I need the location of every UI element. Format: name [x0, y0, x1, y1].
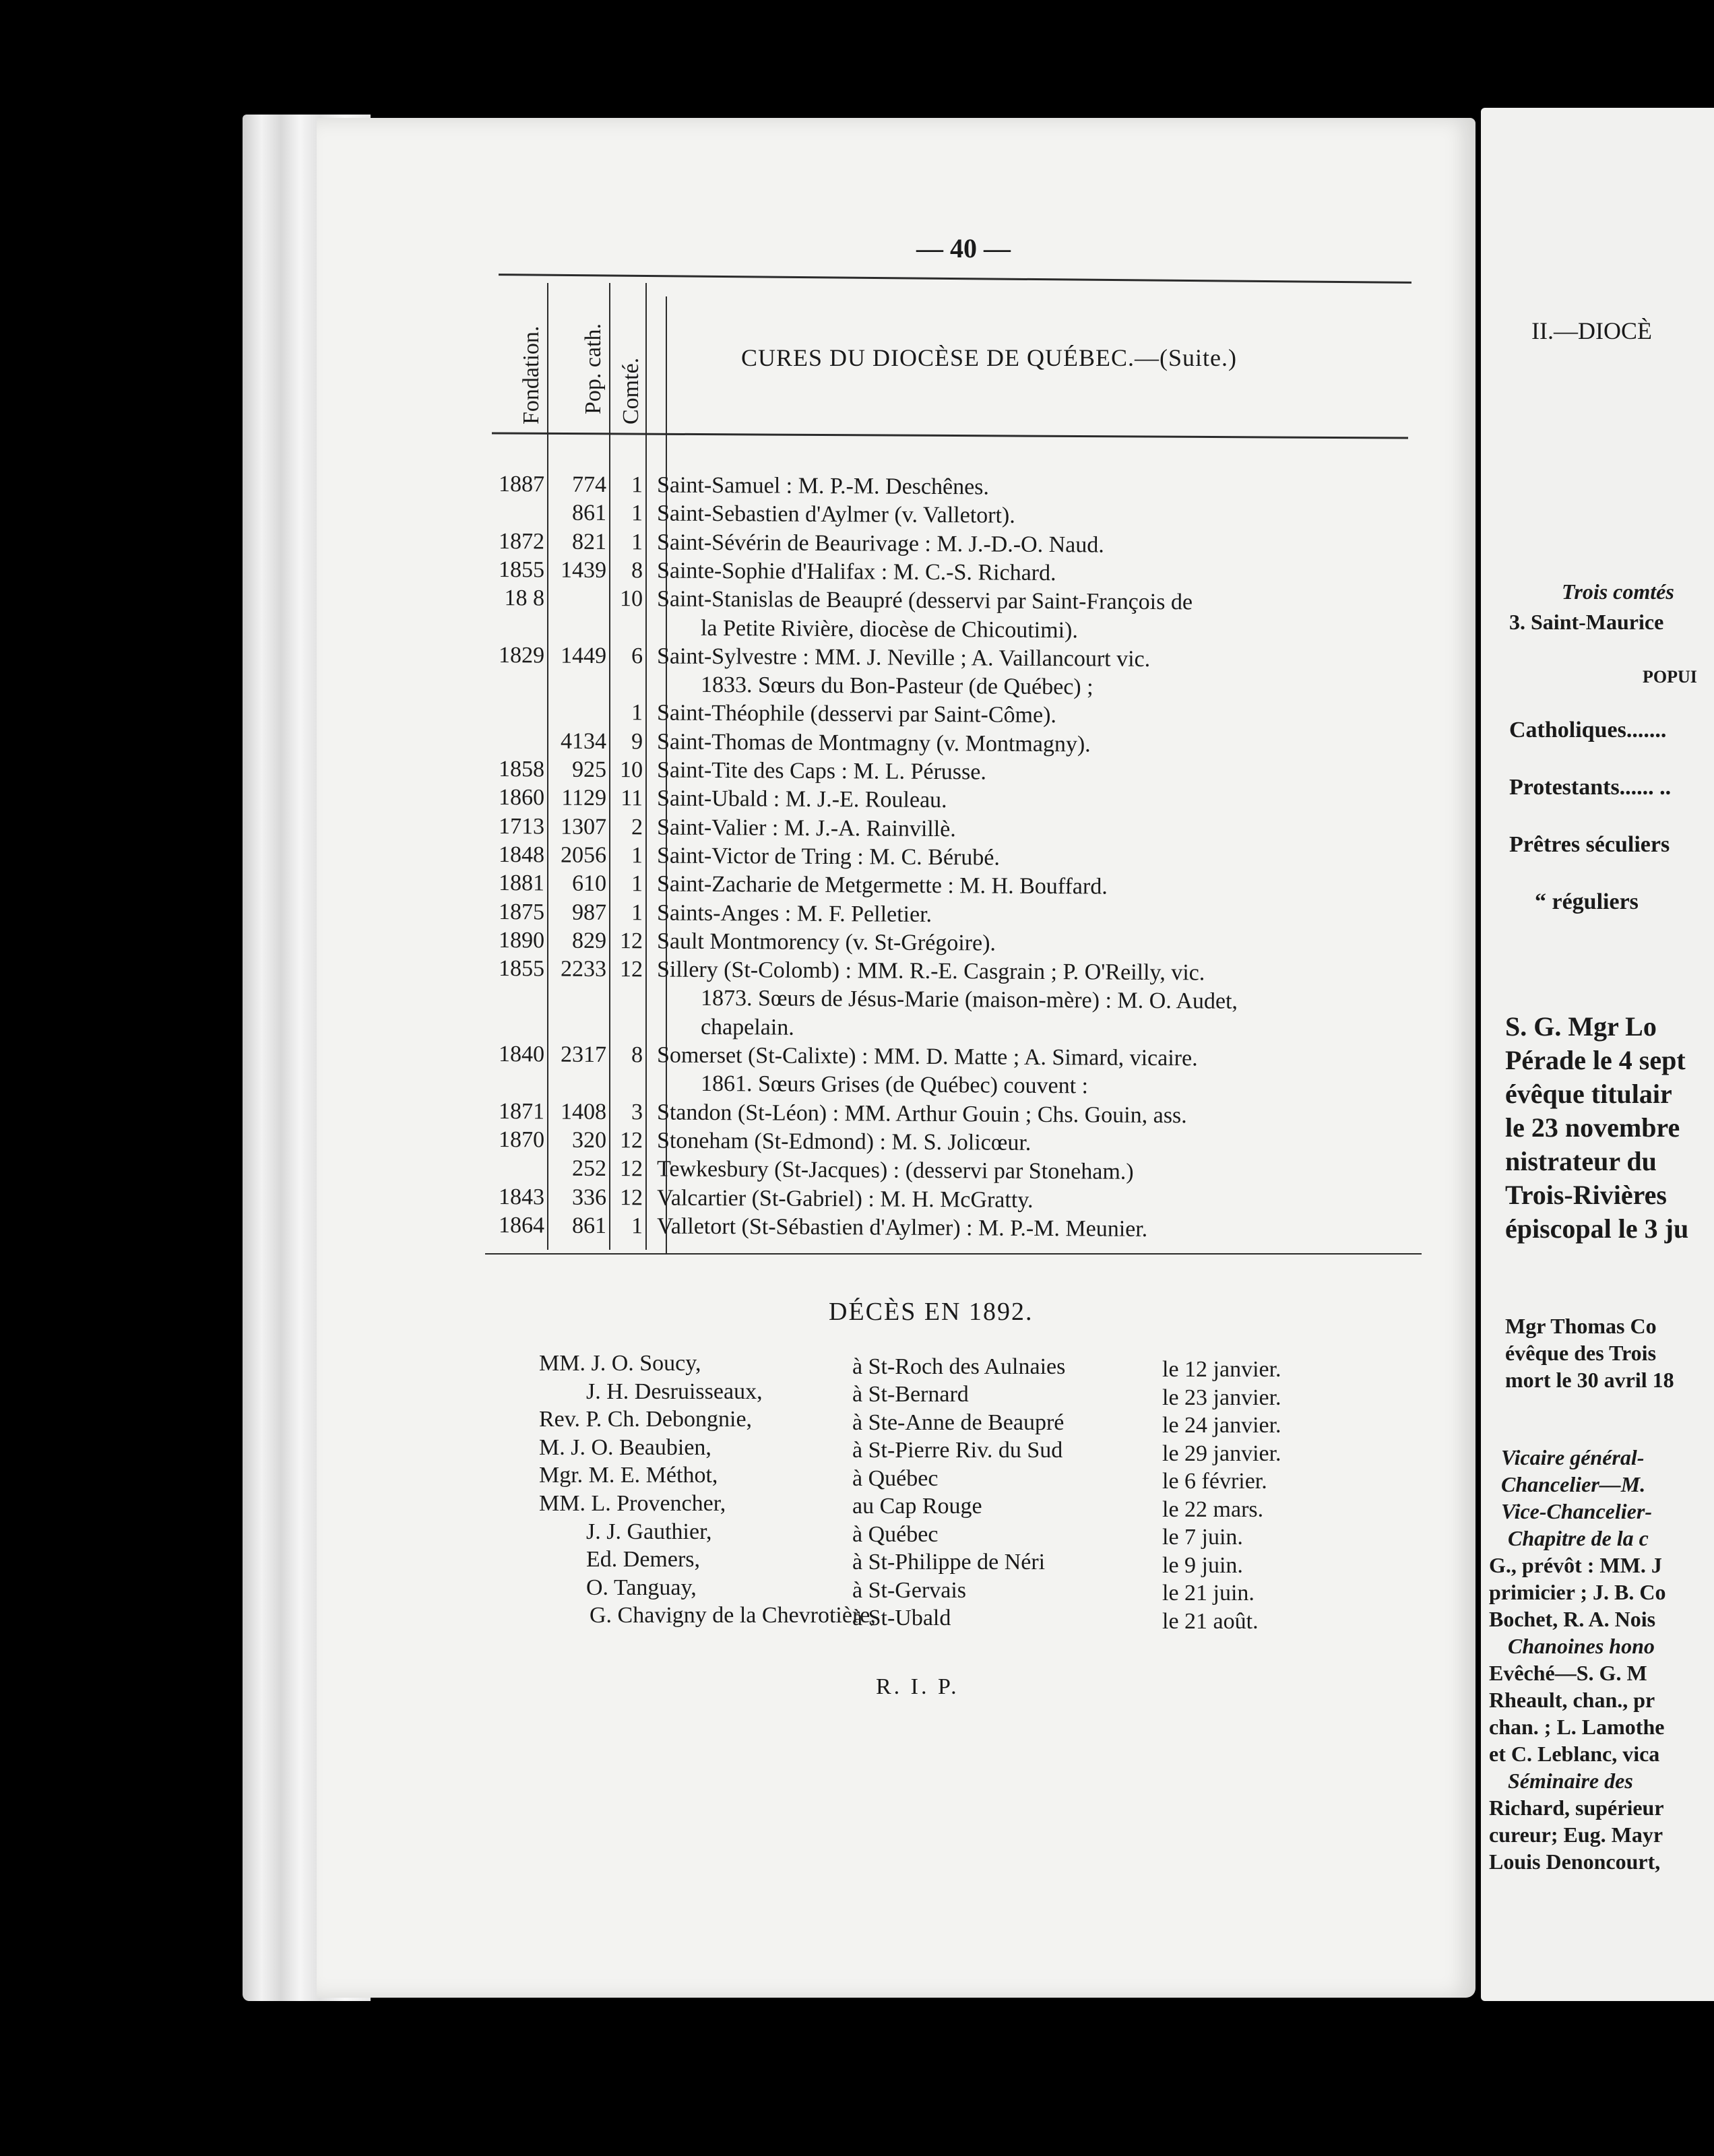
continuation-text: 1861. Sœurs Grises (de Québec) couvent : — [700, 1071, 1089, 1099]
death-place: à Québec — [852, 1465, 939, 1491]
admin-line: Vice-Chancelier- — [1501, 1499, 1652, 1523]
fondation-cell: 18 8 — [504, 585, 545, 611]
death-date: le 23 janvier. — [1162, 1385, 1281, 1410]
pop-cath-cell: 774 — [571, 472, 607, 498]
pop-cath-cell: 1129 — [561, 785, 607, 811]
comte-cell: 12 — [619, 1184, 643, 1210]
bio-line: le 23 novembre — [1505, 1112, 1680, 1143]
death-place: à St-Philippe de Néri — [852, 1550, 1046, 1575]
comte-cell: 1 — [631, 1213, 643, 1239]
bio-line: S. G. Mgr Lo — [1505, 1011, 1657, 1042]
page-number: — 40 — — [916, 233, 1011, 263]
death-date: le 22 mars. — [1162, 1496, 1264, 1522]
continuation-text: 1833. Sœurs du Bon-Pasteur (de Québec) ; — [700, 672, 1093, 700]
parish-text: Saint-Samuel : M. P.-M. Deschênes. — [656, 472, 990, 500]
thomas-line: mort le 30 avril 18 — [1505, 1368, 1674, 1392]
right-heading: II.—DIOCÈ — [1531, 317, 1652, 344]
comte-cell: 1 — [631, 501, 643, 526]
pop-cath-cell: 925 — [571, 757, 607, 783]
fondation-cell: 1870 — [498, 1127, 545, 1153]
parish-text: Tewkesbury (St-Jacques) : (desservi par Stoneham.) — [656, 1156, 1134, 1185]
death-date: le 24 janvier. — [1162, 1413, 1281, 1438]
comte-cell: 1 — [631, 700, 643, 726]
reguliers: “ réguliers — [1535, 889, 1639, 914]
comte-cell: 12 — [619, 928, 643, 954]
fondation-cell: 1843 — [498, 1184, 545, 1209]
pop-cath-cell: 1439 — [560, 557, 607, 583]
pop-cath-cell: 1449 — [560, 643, 607, 668]
trois-comtes: Trois comtés — [1562, 579, 1674, 604]
pop-cath-cell: 2056 — [560, 842, 607, 868]
death-name: J. J. Gauthier, — [586, 1519, 712, 1544]
parish-text: Valletort (St-Sébastien d'Aylmer) : M. P.-M. Meunier. — [656, 1213, 1148, 1242]
death-name: MM. L. Provencher, — [539, 1490, 726, 1516]
death-name: M. J. O. Beaubien, — [539, 1434, 711, 1460]
parish-text: Saint-Sebastien d'Aylmer (v. Valletort). — [656, 501, 1015, 529]
header-comte: Comté. — [618, 357, 643, 424]
right-page — [1481, 108, 1714, 2001]
fondation-cell: 1872 — [498, 528, 545, 554]
fondation-cell: 1887 — [498, 472, 545, 497]
comte-cell: 2 — [631, 814, 643, 839]
parish-text: Saint-Thomas de Montmagny (v. Montmagny). — [656, 729, 1091, 757]
parish-text: Saint-Ubald : M. J.-E. Rouleau. — [656, 786, 947, 813]
admin-line: Séminaire des — [1508, 1769, 1633, 1793]
pretres-seculiers: Prêtres séculiers — [1509, 832, 1670, 857]
comte-cell: 3 — [631, 1099, 643, 1124]
fondation-cell: 1881 — [498, 870, 545, 896]
fondation-cell: 1864 — [498, 1212, 545, 1238]
continuation-text: chapelain. — [700, 1014, 794, 1040]
parish-text: Saints-Anges : M. F. Pelletier. — [656, 899, 932, 927]
death-name: O. Tanguay, — [586, 1575, 697, 1600]
death-date: le 21 juin. — [1162, 1581, 1255, 1606]
parish-text: Saint-Victor de Tring : M. C. Bérubé. — [656, 843, 1001, 870]
death-date: le 7 juin. — [1162, 1525, 1243, 1550]
death-place: à St-Gervais — [852, 1577, 967, 1603]
header-pop-cath: Pop. cath. — [581, 323, 606, 414]
death-date: le 29 janvier. — [1162, 1440, 1281, 1466]
parish-text: Stoneham (St-Edmond) : M. S. Jolicœur. — [656, 1128, 1031, 1155]
popul-heading: POPUI — [1643, 667, 1697, 687]
bio-line: nistrateur du — [1505, 1146, 1657, 1176]
pop-cath-cell: 987 — [571, 899, 607, 925]
fondation-cell: 1829 — [498, 642, 545, 668]
death-place: à St-Roch des Aulnaies — [852, 1354, 1066, 1379]
comte-cell: 1 — [631, 871, 643, 897]
bio-line: Pérade le 4 sept — [1505, 1045, 1686, 1075]
comte-cell: 1 — [631, 529, 643, 554]
fondation-cell: 1860 — [498, 785, 545, 811]
fondation-cell: 1890 — [498, 927, 545, 953]
death-place: à Ste-Anne de Beaupré — [852, 1409, 1065, 1435]
pop-cath-cell: 861 — [571, 501, 607, 526]
thomas-line: Mgr Thomas Co — [1505, 1314, 1657, 1338]
fondation-cell: 1713 — [498, 813, 545, 839]
pop-cath-cell: 336 — [571, 1184, 607, 1210]
admin-line: Chapitre de la c — [1508, 1526, 1649, 1550]
pop-cath-cell: 2233 — [560, 956, 607, 982]
admin-line: Richard, supérieur — [1489, 1796, 1664, 1820]
fondation-cell: 1858 — [498, 757, 545, 782]
pop-cath-cell: 1307 — [560, 814, 607, 839]
bio-line: épiscopal le 3 ju — [1505, 1213, 1689, 1244]
table-bottom-rule — [485, 1253, 1422, 1255]
continuation-text: 1873. Sœurs de Jésus-Marie (maison-mère) : M. O. Audet, — [700, 986, 1238, 1015]
parish-text: Saint-Sylvestre : MM. J. Neville ; A. Vaillancourt vic. — [656, 643, 1151, 672]
admin-line: primicier ; J. B. Co — [1489, 1580, 1666, 1604]
bio-line: évêque titulair — [1505, 1079, 1672, 1109]
death-date: le 12 janvier. — [1162, 1357, 1281, 1383]
comte-cell: 8 — [631, 1042, 643, 1068]
protestants: Protestants...... .. — [1509, 775, 1672, 800]
pop-cath-cell: 610 — [571, 870, 607, 897]
admin-line: Bochet, R. A. Nois — [1489, 1607, 1656, 1631]
fondation-cell: 1855 — [498, 956, 545, 982]
admin-line: et C. Leblanc, vica — [1489, 1742, 1660, 1766]
death-name: G. Chavigny de la Chevrotière, — [590, 1603, 876, 1628]
pop-cath-cell: 252 — [571, 1155, 607, 1182]
comte-cell: 10 — [619, 757, 643, 783]
comte-cell: 6 — [631, 643, 643, 669]
comte-cell: 12 — [619, 1156, 643, 1182]
catholiques: Catholiques....... — [1509, 718, 1667, 742]
thomas-line: évêque des Trois — [1505, 1341, 1657, 1365]
pop-cath-cell: 821 — [571, 529, 607, 554]
comte-cell: 1 — [631, 843, 643, 868]
st-maurice: 3. Saint-Maurice — [1509, 610, 1664, 634]
pop-cath-cell: 1408 — [560, 1099, 607, 1124]
parish-text: Saint-Zacharie de Metgermette : M. H. Bouffard. — [656, 871, 1108, 899]
parish-text: Valcartier (St-Gabriel) : M. H. McGratty. — [656, 1184, 1034, 1213]
death-name: MM. J. O. Soucy, — [539, 1351, 701, 1376]
comte-cell: 8 — [631, 558, 643, 583]
parish-text: Saint-Stanislas de Beaupré (desservi par Saint-François de — [656, 586, 1193, 615]
admin-line: chan. ; L. Lamothe — [1489, 1715, 1665, 1739]
column-rule-3 — [645, 283, 647, 1250]
bio-line: Trois-Rivières — [1505, 1180, 1667, 1210]
pop-cath-cell: 2317 — [560, 1042, 607, 1068]
comte-cell: 1 — [631, 472, 643, 498]
parish-text: Saint-Sévérin de Beaurivage : M. J.-D.-O. Naud. — [656, 530, 1104, 558]
continuation-text: la Petite Rivière, diocèse de Chicoutimi). — [700, 615, 1079, 643]
parish-text: Sainte-Sophie d'Halifax : M. C.-S. Richard. — [656, 558, 1056, 586]
fondation-cell: 1855 — [498, 557, 545, 583]
admin-line: Chanoines hono — [1508, 1634, 1655, 1658]
pop-cath-cell: 861 — [571, 1213, 607, 1238]
death-name: Rev. P. Ch. Debongnie, — [539, 1407, 753, 1432]
admin-line: Rheault, chan., pr — [1489, 1688, 1655, 1712]
pop-cath-cell: 4134 — [560, 728, 607, 754]
comte-cell: 11 — [621, 786, 643, 811]
parish-text: Saint-Tite des Caps : M. L. Pérusse. — [656, 757, 987, 785]
parish-text: Sillery (St-Colomb) : MM. R.-E. Casgrain ; P. O'Reilly, vic. — [656, 957, 1205, 986]
death-place: à Québec — [852, 1521, 939, 1547]
admin-line: Evêché—S. G. M — [1489, 1661, 1647, 1685]
parish-text: Somerset (St-Calixte) : MM. D. Matte ; A. Simard, vicaire. — [656, 1042, 1198, 1071]
deaths-title: DÉCÈS EN 1892. — [829, 1298, 1034, 1326]
pop-cath-cell: 829 — [571, 928, 607, 953]
death-date: le 9 juin. — [1162, 1552, 1243, 1578]
parish-text: Saint-Valier : M. J.-A. Rainvillè. — [656, 815, 956, 842]
comte-cell: 12 — [619, 957, 643, 982]
death-name: Ed. Demers, — [586, 1547, 701, 1573]
table-title: CURES DU DIOCÈSE DE QUÉBEC.—(Suite.) — [741, 344, 1237, 371]
death-place: à St-Pierre Riv. du Sud — [852, 1438, 1063, 1463]
admin-line: G., prévôt : MM. J — [1489, 1553, 1662, 1577]
comte-cell: 1 — [631, 899, 643, 925]
death-date: le 21 août. — [1162, 1608, 1259, 1634]
fondation-cell: 1840 — [498, 1042, 545, 1067]
header-fondation: Fondation. — [519, 325, 544, 424]
parish-text: Saint-Théophile (desservi par Saint-Côme). — [656, 700, 1057, 728]
death-place: à St-Bernard — [852, 1382, 969, 1407]
fondation-cell: 1875 — [498, 899, 545, 924]
fondation-cell: 1871 — [498, 1098, 545, 1124]
parish-text: Sault Montmorency (v. St-Grégoire). — [656, 928, 996, 956]
comte-cell: 10 — [619, 586, 643, 612]
death-place: au Cap Rouge — [852, 1494, 982, 1519]
death-name: Mgr. M. E. Méthot, — [539, 1463, 718, 1488]
death-name: J. H. Desruisseaux, — [586, 1379, 763, 1405]
admin-line: cureur; Eug. Mayr — [1489, 1822, 1663, 1847]
parish-text: Standon (St-Léon) : MM. Arthur Gouin ; Chs. Gouin, ass. — [656, 1100, 1187, 1128]
death-date: le 6 février. — [1162, 1469, 1267, 1494]
admin-line: Louis Denoncourt, — [1489, 1849, 1661, 1874]
fondation-cell: 1848 — [498, 842, 545, 868]
admin-line: Vicaire général- — [1501, 1445, 1645, 1469]
pop-cath-cell: 320 — [571, 1127, 607, 1153]
comte-cell: 9 — [631, 728, 643, 755]
death-place: à St-Ubald — [852, 1606, 951, 1631]
admin-line: Chancelier—M. — [1501, 1472, 1646, 1496]
comte-cell: 12 — [619, 1128, 643, 1153]
rip: R. I. P. — [876, 1674, 959, 1699]
